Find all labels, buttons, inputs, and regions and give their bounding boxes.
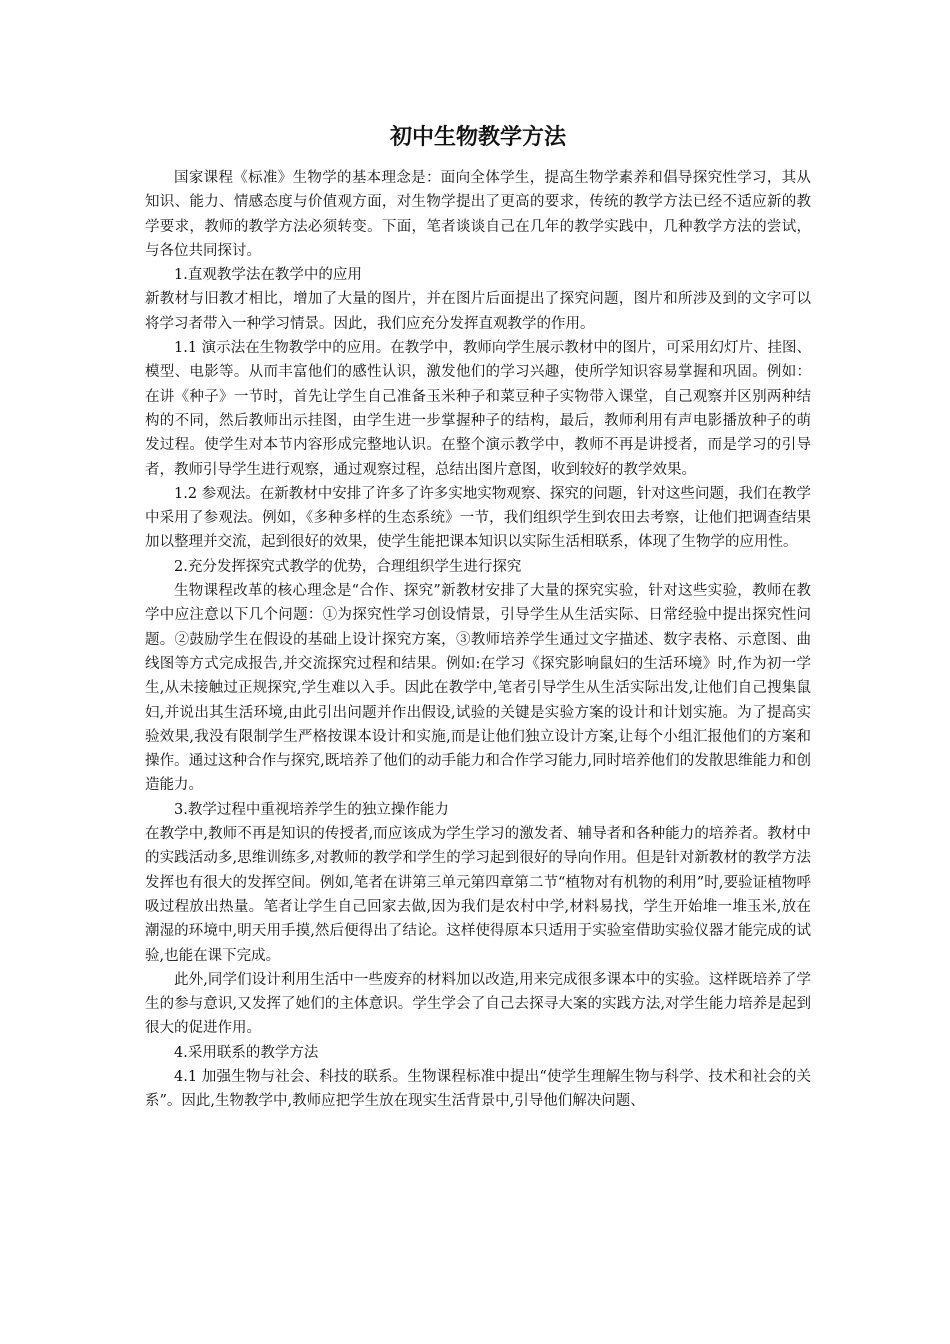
intro-paragraph: 国家课程《标准》生物学的基本理念是：面向全体学生，提高生物学素养和倡导探究性学习，其从知识、能力、情感态度与价值观方面，对生物学提出了更高的要求，传统的教学方法已经不适应新的教学要求，教师的教学方法必须转变。下面，笔者谈谈自己在几年的教学实践中，几种教学方法的尝试，与各位共同探讨。 xyxy=(145,170,811,259)
document-title: 初中生物教学方法 xyxy=(389,125,566,150)
section-2-heading: 2.充分发挥探究式教学的优势，合理组织学生进行探究 xyxy=(174,558,522,575)
section-3-extra-paragraph: 此外,同学们设计利用生活中一些废弃的材料加以改造,用来完成很多课本中的实验。这样既培养了学生的参与意识,又发挥了她们的主体意识。学生学会了自己去探寻大案的实践方法,对学生能力培养是起到很大的促进作用。 xyxy=(145,971,811,1037)
section-4-1-paragraph: 4.1 加强生物与社会、科技的联系。生物课程标准中提出“使学生理解生物与科学、技术和社会的关系”。因此,生物教学中,教师应把学生放在现实生活背景中,引导他们解决问题、 xyxy=(145,1068,811,1110)
section-3-heading: 3.教学过程中重视培养学生的独立操作能力 xyxy=(174,801,449,818)
section-2-paragraph: 生物课程改革的核心理念是“合作、探究”新教材安排了大量的探究实验，针对这些实验，教师在教学中应注意以下几个问题：①为探究性学习创设情景，引导学生从生活实际、日常经验中提出探究性问题。②鼓励学生在假设的基础上设计探究方案，③教师培养学生通过文字描述、数字表格、示意图、曲线图等方式完成报告,并交流探究过程和结果。例如:在学习《探究影响鼠妇的生活环境》时,作为初一学生,从未接触过正规探究,学生难以入手。因此在教学中,笔者引导学生从生活实际出发,让他们自己搜集鼠妇,并说出其生活环境,由此引出问题并作出假设,试验的关键是实验方案的设计和计划实施。为了提高实验效果,我没有限制学生严格按课本设计和实施,而是让他们独立设计方案,让每个小组汇报他们的方案和操作。通过这种合作与探究,既培养了他们的动手能力和合作学习能力,同时培养他们的发散思维能力和创造能力。 xyxy=(145,583,811,794)
section-4-heading: 4.采用联系的教学方法 xyxy=(174,1044,319,1061)
section-1-2-paragraph: 1.2 参观法。在新教材中安排了许多了许多实地实物观察、探究的问题，针对这些问题，我们在教学中采用了参观法。例如，《多种多样的生态系统》一节，我们组织学生到农田去考察，让他们把调查结果加以整理并交流，起到很好的效果，使学生能把课本知识以实际生活相联系，体现了生物学的应用性。 xyxy=(145,485,811,551)
section-1-heading: 1.直观教学法在教学中的应用 xyxy=(174,267,362,284)
section-1-1-paragraph: 1.1 演示法在生物教学中的应用。在教学中，教师向学生展示教材中的图片，可采用幻灯片、挂图、模型、电影等。从而丰富他们的感性认识，激发他们的学习兴趣，使所学知识容易掌握和巩固。例如：在讲《种子》一节时，首先让学生自己准备玉米种子和菜豆种子实物带入课堂，自己观察并区别两种结构的不同，然后教师出示挂图，由学生进一步掌握种子的结构，最后，教师利用有声电影播放种子的萌发过程。使学生对本节内容形成完整地认识。在整个演示教学中，教师不再是讲授者，而是学习的引导者，教师引导学生进行观察，通过观察过程，总结出图片意图，收到较好的教学效果。 xyxy=(145,340,811,478)
section-3-paragraph: 在教学中,教师不再是知识的传授者,而应该成为学生学习的激发者、辅导者和各种能力的培养者。教材中的实践活动多,思维训练多,对教师的教学和学生的学习起到很好的导向作用。但是针对新教材的教学方法发挥也有很大的发挥空间。例如,笔者在讲第三单元第四章第二节“植物对有机物的利用”时,要验证植物呼吸过程放出热量。笔者让学生自己回家去做,因为我们是农村中学,材料易找，学生开始堆一堆玉米,放在潮湿的环境中,明天用手摸,然后便得出了结论。这样使得原本只适用于实验室借助实验仪器才能完成的试验,也能在课下完成。 xyxy=(145,826,811,964)
document-page xyxy=(145,118,811,1114)
section-1-paragraph: 新教材与旧教才相比，增加了大量的图片，并在图片后面提出了探究问题，图片和所涉及到的文字可以将学习者带入一种学习情景。因此，我们应充分发挥直观教学的作用。 xyxy=(145,291,811,332)
